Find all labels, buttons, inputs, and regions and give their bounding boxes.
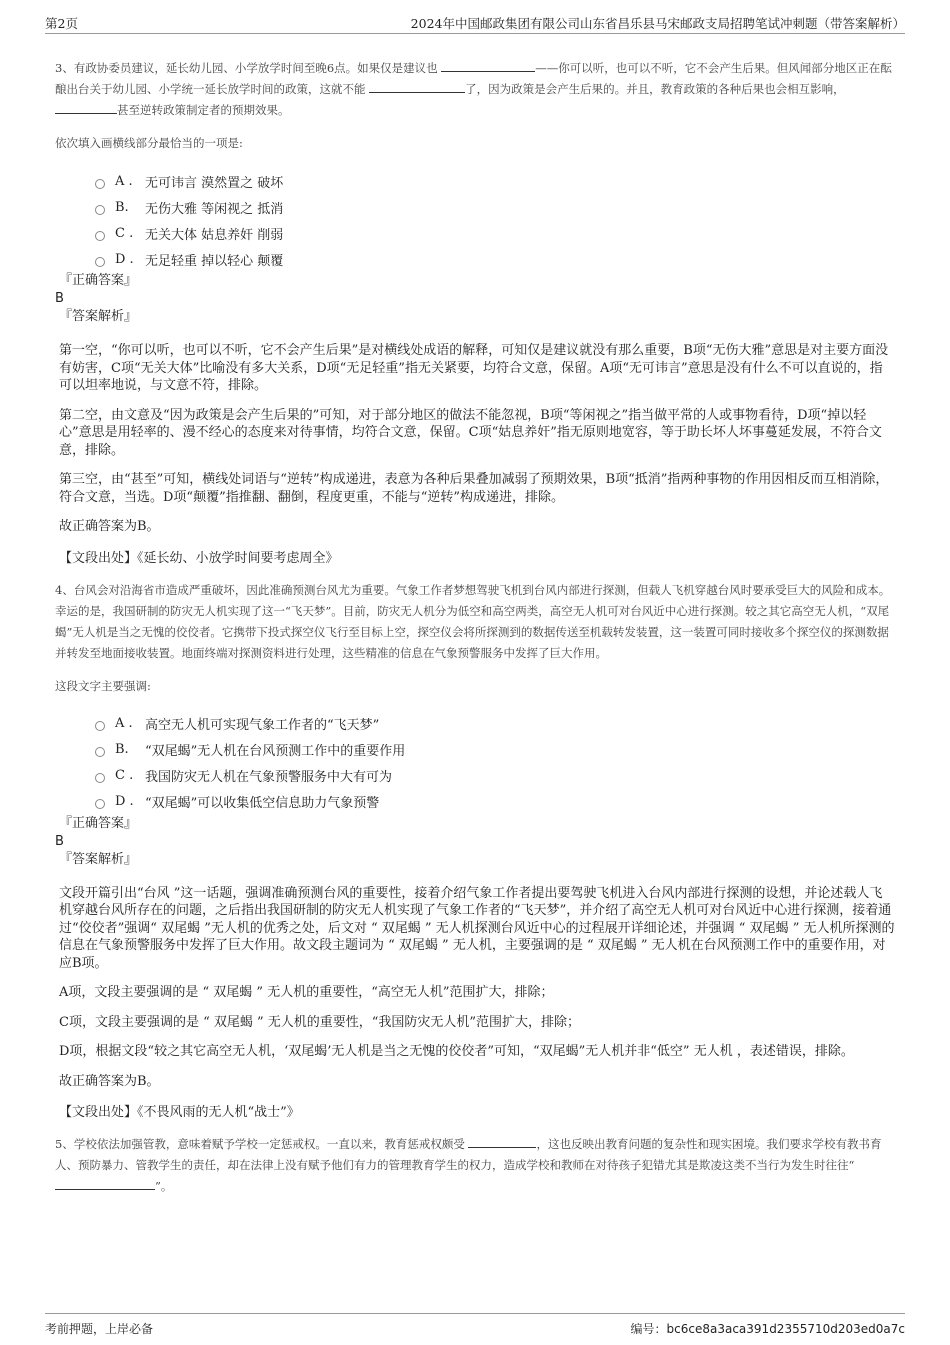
blank-1 — [441, 59, 535, 72]
correct-answer-label: 『正确答案』 — [59, 273, 138, 288]
q3-text-part2: ——你可以听，也可以不听，它不会产生后果。但风闻部分地区正在酝酿出台关于幼儿园、小学统一延长放学时间的政策，这就不能 — [55, 61, 892, 96]
blank-3 — [55, 101, 117, 114]
analysis-paragraph: 第一空，“你可以听，也可以不听，它不会产生后果”是对横线处成语的解释，可知仅是建议就没有那么重要，B项“无伤大雅”意思是对主要方面没有妨害，C项“无关大体”比喻没有多大关系，D项“无足轻重”指无关紧要，均符合文意，保留。A项“无可讳言”意思是没有什么不可以直说的，指可以坦率地说，与文意不符，排除。 — [59, 343, 889, 393]
radio-icon[interactable] — [95, 773, 105, 783]
question-4-prompt: 这段文字主要强调: — [55, 678, 151, 693]
page-footer — [45, 1313, 905, 1335]
text-source: 【文段出处】《延长幼、小放学时间要考虑周全》 — [59, 550, 339, 566]
document-title: 2024年中国邮政集团有限公司山东省昌乐县马宋邮政支局招聘笔试冲刺题（带答案解析） — [410, 16, 905, 31]
question-5-text — [55, 1134, 895, 1197]
analysis-paragraph: D项，根据文段“较之其它高空无人机，‘双尾蝎’无人机是当之无愧的佼佼者”可知，“双尾蝎”无人机并非“低空” 无人机 ，表述错误，排除。 — [59, 1044, 854, 1059]
radio-icon[interactable] — [95, 231, 105, 241]
question-3-options — [95, 168, 895, 272]
question-3-prompt: 依次填入画横线部分最恰当的一项是: — [55, 136, 243, 150]
blank-2 — [55, 1177, 155, 1190]
q3-text-part4: 甚至逆转政策制定者的预期效果。 — [117, 103, 290, 117]
radio-icon[interactable] — [95, 747, 105, 757]
analysis-conclusion: 故正确答案为B。 — [59, 519, 160, 534]
q3-text-part1: 3、有政协委员建议，延长幼儿园、小学放学时间至晚6点。如果仅是建议也 — [55, 61, 442, 75]
main-content — [55, 58, 895, 1197]
analysis-paragraph: C项，文段主要强调的是 “ 双尾蝎 ” 无人机的重要性，“我国防灾无人机”范围扩大，排除； — [59, 1014, 581, 1030]
analysis-label: 『答案解析』 — [59, 309, 138, 324]
option-b[interactable]: B. 无伤大雅 等闲视之 抵消 — [95, 194, 895, 220]
question-3-text — [55, 58, 895, 121]
q3-text-part3: 了，因为政策是会产生后果的。并且，教育政策的各种后果也会相互影响， — [465, 82, 845, 96]
blank-1 — [468, 1135, 536, 1148]
page-number: 第2页 — [45, 16, 78, 31]
radio-icon[interactable] — [95, 799, 105, 809]
option-a[interactable]: A . 高空无人机可实现气象工作者的“飞天梦” — [95, 711, 895, 737]
option-d[interactable]: D . 无足轻重 掉以轻心 颠覆 — [95, 246, 895, 272]
page-header — [45, 14, 905, 34]
analysis-paragraph: 第二空，由文意及“因为政策是会产生后果的”可知，对于部分地区的做法不能忽视，B项“等闲视之”指当做平常的人或事物看待，D项“掉以轻心”意思是用轻率的、漫不经心的态度来对待事情，均符合文意，保留。C项“姑息养奸”指无原则地宽容，等于助长坏人坏事蔓延发展，不符合文意，排除。 — [59, 407, 882, 458]
analysis-conclusion: 故正确答案为B。 — [59, 1073, 160, 1089]
radio-icon[interactable] — [95, 257, 105, 267]
footer-slogan: 考前押题，上岸必备 — [45, 1322, 154, 1336]
option-a[interactable]: A . 无可讳言 漠然置之 破坏 — [95, 168, 895, 194]
analysis-paragraph: A项，文段主要强调的是 “ 双尾蝎 ” 无人机的重要性，“高空无人机”范围扩大，排除； — [59, 985, 554, 1000]
analysis-paragraph: 文段开篇引出“台风 ”这一话题，强调准确预测台风的重要性，接着介绍气象工作者提出要驾驶飞机进入台风内部进行探测的设想，并论述载人飞机穿越台风所存在的问题，之后指出我国研制的防灾无人机实现了气象工作者的“飞天梦”，并介绍了高空无人机可对台风近中心进行探测，接着通过“佼佼者”强调“ 双尾蝎 ”无人机的优秀之处，后文对 “ 双尾蝎 ” 无人机探测台风近中心的过程展开详细论述，并强调 “ 双尾蝎 ” 无人机所探测的信息在气象预警服务中发挥了巨大作用。故文段主题词为 “ 双尾蝎 ” 无人机，主要强调的是 “ 双尾蝎 ” 无人机在台风预测工作中的重要作用，对应B项。 — [59, 885, 895, 971]
correct-answer-label: 『正确答案』 — [59, 815, 138, 831]
q5-text-part2: ，这也反映出教育问题的复杂性和现实困境。我们要求学校有教书育人、预防暴力、管教学生的责任，却在法律上没有赋予他们有力的管理教育学生的权力，造成学校和教师在对待孩子犯错尤其是欺凌这类不当行为发生时往往“ — [55, 1137, 882, 1172]
text-source: 【文段出处】《不畏风雨的无人机“战士”》 — [59, 1105, 300, 1120]
correct-answer: B — [55, 833, 64, 849]
option-c[interactable]: C . 无关大体 姑息养奸 削弱 — [95, 220, 895, 246]
q5-text-part1: 5、学校依法加强管教，意味着赋予学校一定惩戒权。一直以来，教育惩戒权颇受 — [55, 1137, 469, 1151]
blank-2 — [369, 80, 465, 93]
question-4-options — [95, 711, 895, 815]
radio-icon[interactable] — [95, 205, 105, 215]
option-c[interactable]: C . 我国防灾无人机在气象预警服务中大有可为 — [95, 763, 895, 789]
q5-text-part3: ”。 — [155, 1179, 173, 1193]
option-d[interactable]: D . “双尾蝎”可以收集低空信息助力气象预警 — [95, 789, 895, 815]
question-4-text: 4、台风会对沿海省市造成严重破坏，因此准确预测台风尤为重要。气象工作者梦想驾驶飞机到台风内部进行探测，但载人飞机穿越台风时要承受巨大的风险和成本。幸运的是，我国研制的防灾无人机实现了这一“飞天梦”。目前，防灾无人机分为低空和高空两类，高空无人机可对台风近中心进行探测。较之其它高空无人机，“双尾蝎”无人机是当之无愧的佼佼者。它携带下投式探空仪飞行至目标上空，探空仪会将所探测到的数据传送至机载转发装置，这一装置可同时接收多个探空仪的探测数据并转发至地面接收装置。地面终端对探测资料进行处理，这些精准的信息在气象预警服务中发挥了巨大作用。 — [55, 582, 891, 660]
radio-icon[interactable] — [95, 721, 105, 731]
document-code: 编号：bc6ce8a3aca391d2355710d203ed0a7c — [630, 1322, 905, 1336]
option-b[interactable]: B. “双尾蝎”无人机在台风预测工作中的重要作用 — [95, 737, 895, 763]
analysis-label: 『答案解析』 — [59, 851, 138, 867]
radio-icon[interactable] — [95, 179, 105, 189]
correct-answer: B — [55, 291, 64, 306]
analysis-paragraph: 第三空，由“甚至”可知，横线处词语与“逆转”构成递进，表意为各种后果叠加减弱了预期效果，B项“抵消”指两种事物的作用因相反而互相消除，符合文意，当选。D项“颠覆”指推翻、翻倒，程度更重，不能与“逆转”构成递进，排除。 — [59, 472, 889, 505]
